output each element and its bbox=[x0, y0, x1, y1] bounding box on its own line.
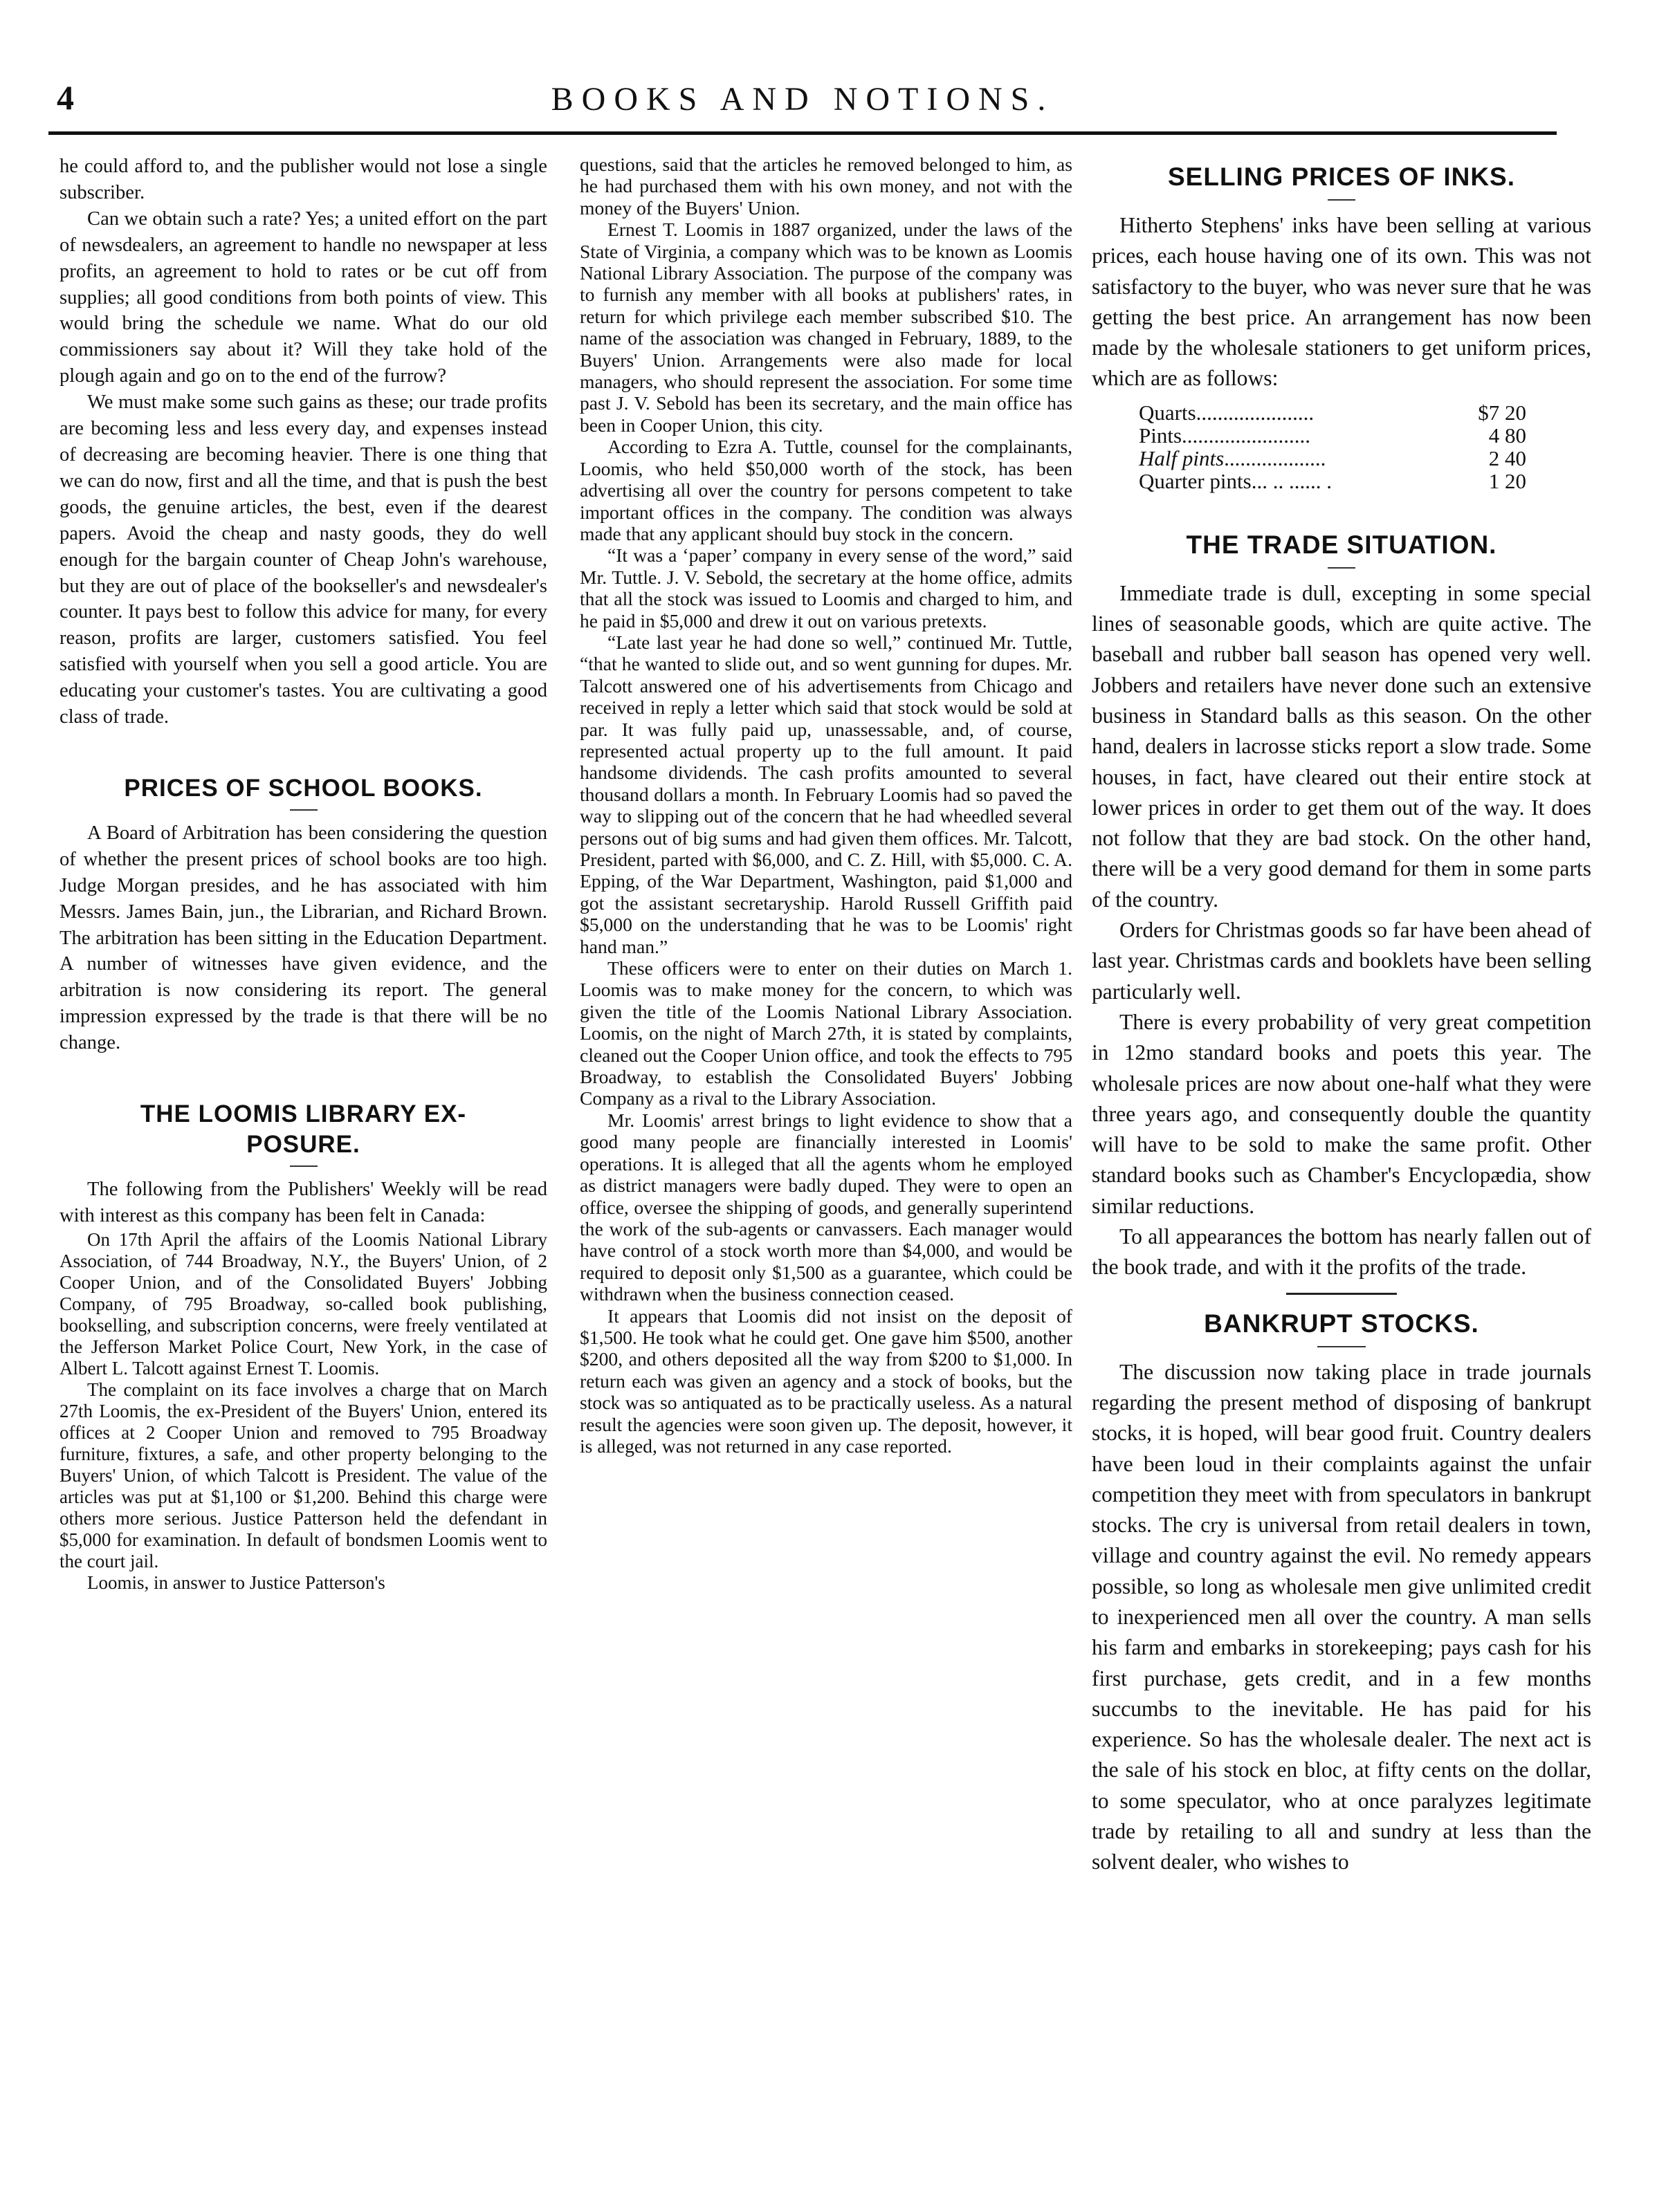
dot-leader: ...................... bbox=[1196, 400, 1315, 425]
column-1 bbox=[59, 154, 547, 2201]
paragraph: Orders for Christmas goods so far have been ahead of last year. Christmas cards and booklets have been selling particularly well. bbox=[1092, 918, 1591, 1004]
inks-heading: SELLING PRICES OF INKS. bbox=[1168, 163, 1515, 191]
header-rule bbox=[48, 131, 1557, 135]
page-header bbox=[48, 77, 1557, 119]
paragraph: Hitherto Stephens' inks have been selling at various prices, each house having one of its own. This was not satisfactory to the buyer, who was never sure that he was getting the best price. An arrangement has now been made by the wholesale stationers to get uniform prices, which are as follows: bbox=[1092, 213, 1591, 391]
paragraph: We must make some such gains as these; our trade profits are becoming less and less every day, and expenses instead of decreasing are becoming heavier. There is one thing that we can do now, first and all the time, and that is push the best goods, the genuine articles, the best, even if the dearest papers. Avoid the cheap and nasty goods, they do well enough for the bargain counter of Cheap John's warehouse, but they are out of place of the bookseller's and newsdealer's counter. It pays best to follow this advice for many, for every reason, profits are larger, customers satisfied. You feel satisfied with yourself when you sell a good article. You are educating your customer's tastes. You are cultivating a good class of trade. bbox=[59, 391, 547, 728]
ink-size: Half pints bbox=[1139, 445, 1225, 470]
school-books-heading: PRICES OF SCHOOL BOOKS. bbox=[124, 774, 483, 802]
bankrupt-stocks-heading: BANKRUPT STOCKS. bbox=[1204, 1309, 1479, 1338]
ink-size: Quarter pints bbox=[1139, 468, 1252, 493]
ink-price: $7 20 bbox=[1478, 400, 1526, 425]
column-2 bbox=[580, 154, 1072, 2201]
table-row bbox=[1139, 447, 1526, 470]
ink-price-table bbox=[1139, 401, 1526, 492]
running-head: BOOKS AND NOTIONS. bbox=[551, 81, 1054, 118]
dot-leader: ................... bbox=[1224, 445, 1326, 470]
paragraph: There is every probability of very great competition in 12mo standard books and poets this year. The wholesale prices are now about one-half what they were three years ago, and consequently double the quantity will have to be sold to make the same profit. Other standard books such as Chamber's Encyclopædia, show similar reductions. bbox=[1092, 1009, 1591, 1218]
ink-price: 1 20 bbox=[1488, 468, 1526, 493]
paragraph: A Board of Arbitration has been considering the question of whether the present prices of school books are too high. Judge Morgan presides, and he has associated with him Messrs. James Bain, jun., the Librarian, and Richard Brown. The arbitration has been sitting in the Education Department. A number of witnesses have given evidence, and the arbitration is now considering its report. The general impression expressed by the trade is that there will be no change. bbox=[59, 822, 547, 1054]
loomis-heading-line2: POSURE. bbox=[246, 1131, 360, 1159]
paragraph: The complaint on its face involves a charge that on March 27th Loomis, the ex-President of the Buyers' Union, entered its offices at 2 Cooper Union and removed to 795 Broadway furniture, fixtures, a safe, and other property belonging to the Buyers' Union, of which Talcott is President. The value of the articles was put at $1,100 or $1,200. Behind this charge were others more serious. Justice Patterson held the defendant in $5,000 for examination. In default of bondsmen Loomis went to the court jail. bbox=[59, 1379, 547, 1572]
section-rule bbox=[1286, 1293, 1397, 1295]
paragraph: It appears that Loomis did not insist on the deposit of $1,500. He took what he could get. One gave him $500, another $200, and others deposited all the way from $200 to $1,000. In return each was given an agency and a stock of books, but the stock was so antiquated as to be practically useless. As a natural result the agencies were soon given up. The deposit, however, it is alleged, was not returned in any case reported. bbox=[580, 1305, 1072, 1457]
heading-dash bbox=[1328, 567, 1355, 569]
ink-size: Quarts bbox=[1139, 400, 1196, 425]
dot-leader: ........................ bbox=[1182, 423, 1311, 448]
paragraph: Loomis, in answer to Justice Patterson's bbox=[87, 1572, 385, 1593]
paragraph: “It was a ‘paper’ company in every sense of the word,” said Mr. Tuttle. J. V. Sebold, the secretary at the home office, admits that all the stock was issued to Loomis and charged to him, and he paid in $5,000 and drew it out on various pretexts. bbox=[580, 544, 1072, 632]
paragraph: Immediate trade is dull, excepting in some special lines of seasonable goods, which are quite active. The baseball and rubber ball season has opened very well. Jobbers and retailers have never done such an extensive business in Standard balls as this season. On the other hand, dealers in lacrosse sticks report a slow trade. Some houses, in fact, have cleared out their entire stock at lower prices in order to get them out of the way. It does not follow that they are bad stock. On the other hand, there will be a very good demand for them in some parts of the country. bbox=[1092, 580, 1591, 912]
paragraph: questions, said that the articles he removed belonged to him, as he had purchased them with his own money, and not with the money of the Buyers' Union. bbox=[580, 154, 1072, 219]
column-3 bbox=[1092, 154, 1591, 2201]
table-row bbox=[1139, 424, 1526, 447]
paragraph: he could afford to, and the publisher would not lose a single subscriber. bbox=[59, 156, 547, 203]
ink-price: 4 80 bbox=[1488, 423, 1526, 448]
paragraph: Ernest T. Loomis in 1887 organized, under the laws of the State of Virginia, a company which was to be known as Loomis National Library Association. The purpose of the company was to furnish any member with all books at publishers' rates, in return for which privilege each member subscribed $10. The name of the association was changed in February, 1889, to the Buyers' Union. Arrangements were also made for local managers, who should represent the association. For some time past J. V. Sebold has been its secretary, and the main office has been in Cooper Union, this city. bbox=[580, 219, 1072, 436]
paragraph: Mr. Loomis' arrest brings to light evidence to show that a good many people are financially interested in Loomis' operations. It is alleged that all the agents whom he employed as district managers were badly duped. They were to open an office, oversee the shipping of goods, and generally superintend the work of the sub-agents or canvassers. Each manager would have control of a stock worth more than $4,000, and would be required to deposit only $1,500 as a guarantee, which could be withdrawn when the business connection ceased. bbox=[580, 1109, 1072, 1305]
heading-dash bbox=[1317, 1346, 1366, 1347]
paragraph: On 17th April the affairs of the Loomis National Library Association, of 744 Broadway, N.Y., the Buyers' Union, of 2 Cooper Union, and of the Consolidated Buyers' Jobbing Company, of 795 Broadway, so-called book publishing, bookselling, and subscription concerns, were freely ventilated at the Jefferson Market Police Court, New York, in the case of Albert L. Talcott against Ernest T. Loomis. bbox=[59, 1228, 547, 1379]
paragraph: To all appearances the bottom has nearly fallen out of the book trade, and with it the profits of the trade. bbox=[1092, 1224, 1591, 1280]
trade-situation-heading: THE TRADE SITUATION. bbox=[1186, 530, 1497, 559]
table-row bbox=[1139, 401, 1526, 424]
paragraph: These officers were to enter on their duties on March 1. Loomis was to make money for the concern, to which was given the title of the Loomis National Library Association. Loomis, on the night of March 27th, it is stated by complaints, cleaned out the Cooper Union office, and took the effects to 795 Broadway, to establish the Consolidated Buyers' Jobbing Company as a rival to the Library Association. bbox=[580, 957, 1072, 1109]
heading-dash bbox=[1328, 199, 1355, 201]
paragraph: Can we obtain such a rate? Yes; a united effort on the part of newsdealers, an agreement to handle no newspaper at less profits, an agreement to hold to rates or be cut off from supplies; all good conditions from both points of view. This would bring the schedule we name. What do our old commissioners say about it? Will they take hold of the plough again and go on to the end of the furrow? bbox=[59, 208, 547, 387]
ink-size: Pints bbox=[1139, 423, 1182, 448]
ink-price: 2 40 bbox=[1488, 445, 1526, 470]
paragraph: “Late last year he had done so well,” continued Mr. Tuttle, “that he wanted to slide out, and so went gunning for dupes. Mr. Talcott answered one of his advertisements from Chicago and received in reply a letter which said that stock would be sold at par. It was fully paid up, unassessable, and, of course, represented actual property up to the full amount. It paid handsome dividends. The cash profits amounted to several thousand dollars a month. In February Loomis had so paved the way to slipping out of the concern that he had wheedled several persons out of big sums and had given them offices. Mr. Talcott, President, parted with $6,000, and C. Z. Hill, with $5,000. C. A. Epping, of the War Department, Washington, paid $1,000 and got the assistant secretaryship. Harold Russell Griffith paid $5,000 on the understanding that he was to be Loomis' right hand man.” bbox=[580, 631, 1072, 957]
heading-dash bbox=[290, 809, 318, 811]
paragraph: The discussion now taking place in trade journals regarding the present method of disposing of bankrupt stocks, it is hoped, will bear good fruit. Country dealers have been loud in their complaints against the unfair competition they meet with from speculators in bankrupt stocks. The cry is universal from retail dealers in town, village and country against the evil. No remedy appears possible, so long as wholesale men give unlimited credit to inexperienced men all over the country. A man sells his farm and embarks in storekeeping; pays cash for his first purchase, gets credit, and in a few months succumbs to the inevitable. He has paid for his experience. So has the wholesale dealer. The next act is the sale of his stock en bloc, at fifty cents on the dollar, to some speculator, who at once paralyzes legitimate trade by retailing to all and sundry at less than the solvent dealer, who wishes to bbox=[1092, 1359, 1591, 1874]
heading-dash bbox=[290, 1165, 318, 1167]
loomis-heading-line1: THE LOOMIS LIBRARY EX- bbox=[140, 1100, 467, 1128]
paragraph: The following from the Publishers' Weekly will be read with interest as this company has been felt in Canada: bbox=[59, 1179, 547, 1226]
page-number: 4 bbox=[57, 78, 74, 117]
paragraph: According to Ezra A. Tuttle, counsel for the complainants, Loomis, who held $50,000 worth of the stock, has been advertising all over the country for persons competent to take important offices in the company. The condition was always made that any applicant should buy stock in the concern. bbox=[580, 436, 1072, 544]
dot-leader: ... .. ...... . bbox=[1251, 468, 1332, 493]
table-row bbox=[1139, 470, 1526, 492]
